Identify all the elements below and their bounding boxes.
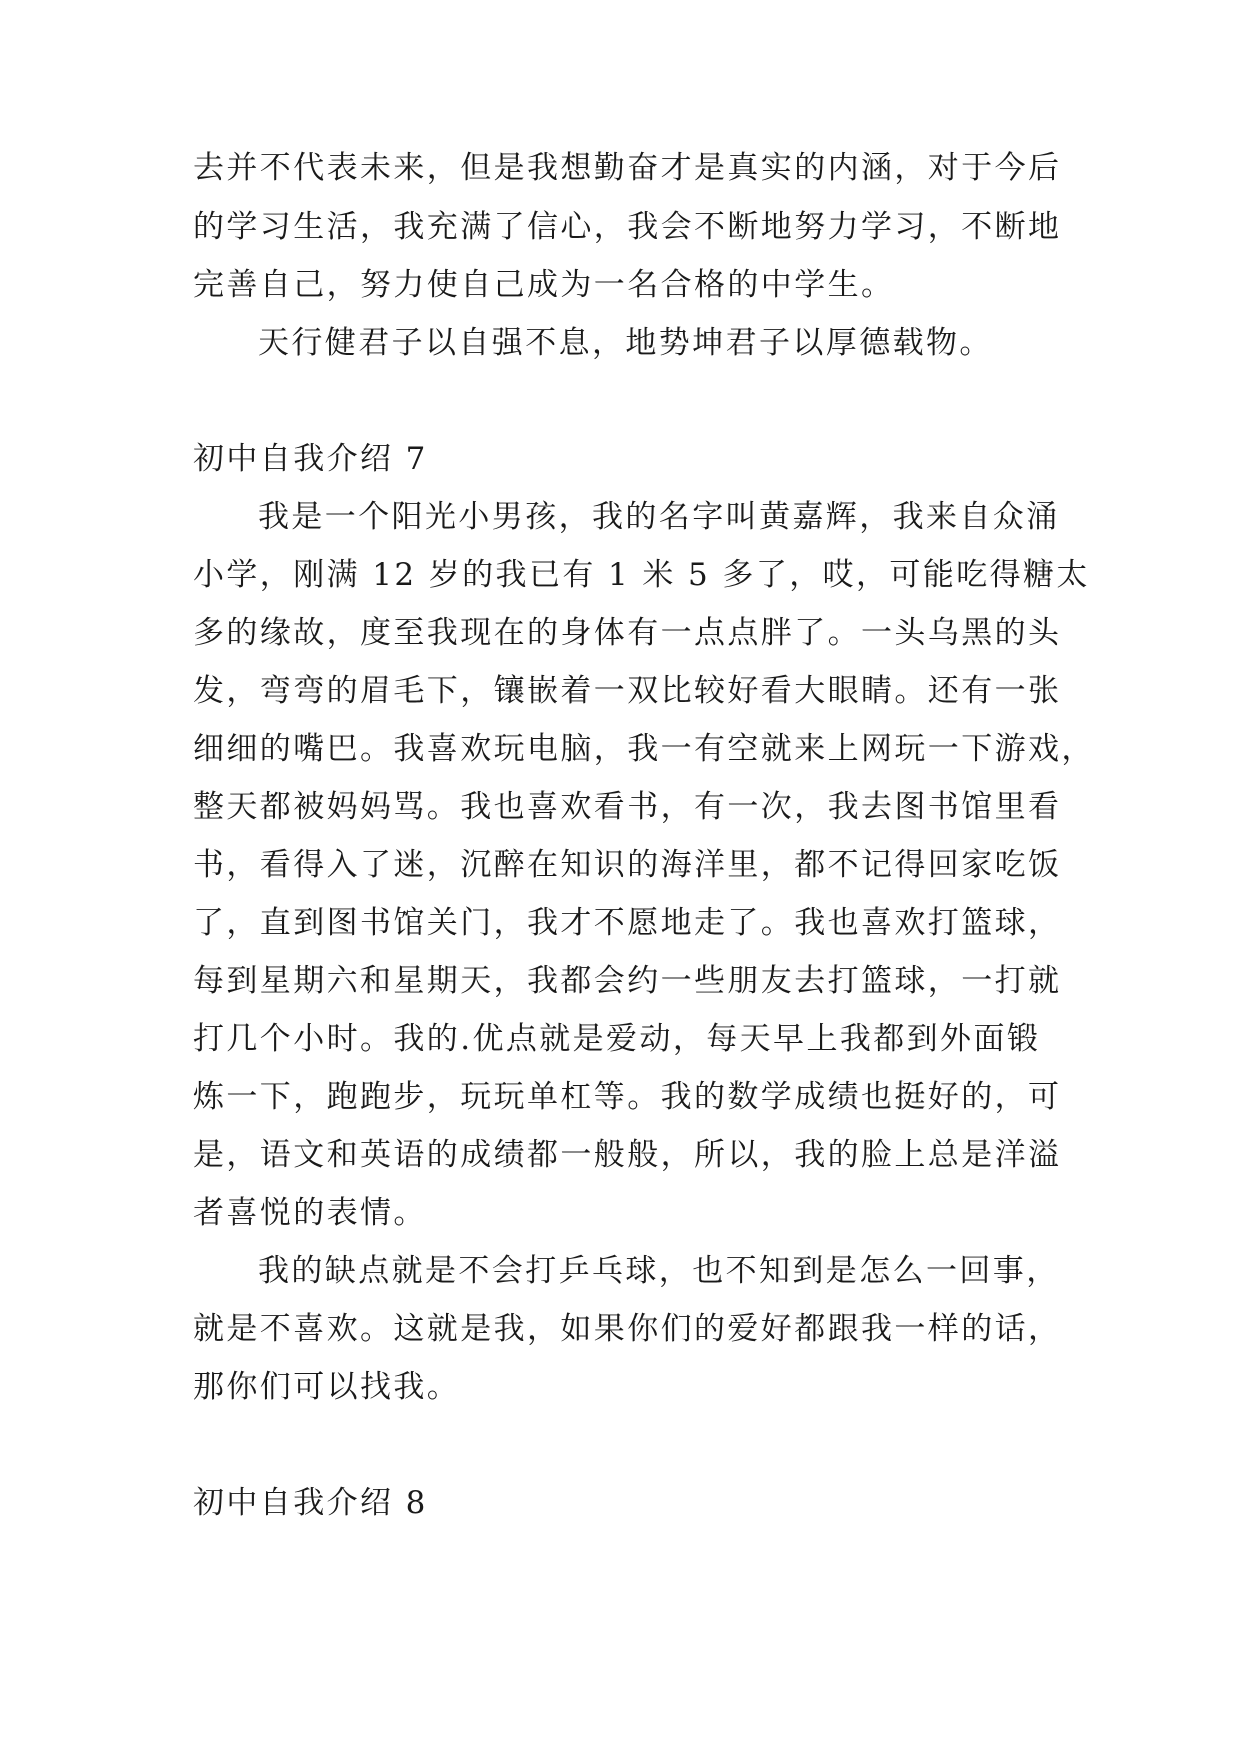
paragraph-line: 者喜悦的表情。 [193, 1195, 427, 1231]
section-heading: 初中自我介绍 7 [193, 441, 428, 477]
paragraph-line: 我是一个阳光小男孩，我的名字叫黄嘉辉，我来自众涌 [258, 499, 1060, 535]
section-heading: 初中自我介绍 8 [193, 1485, 428, 1521]
paragraph-line: 细细的嘴巴。我喜欢玩电脑，我一有空就来上网玩一下游戏， [193, 731, 1095, 767]
paragraph-line: 的学习生活，我充满了信心，我会不断地努力学习，不断地 [193, 209, 1062, 245]
paragraph-line: 了，直到图书馆关门，我才不愿地走了。我也喜欢打篮球， [193, 905, 1062, 941]
paragraph-line: 完善自己，努力使自己成为一名合格的中学生。 [193, 267, 895, 303]
paragraph-line: 那你们可以找我。 [193, 1369, 461, 1405]
paragraph-line: 整天都被妈妈骂。我也喜欢看书，有一次，我去图书馆里看 [193, 789, 1062, 825]
paragraph-line: 炼一下，跑跑步，玩玩单杠等。我的数学成绩也挺好的，可 [193, 1079, 1062, 1115]
paragraph-line: 每到星期六和星期天，我都会约一些朋友去打篮球，一打就 [193, 963, 1062, 999]
paragraph-line: 发，弯弯的眉毛下，镶嵌着一双比较好看大眼睛。还有一张 [193, 673, 1062, 709]
paragraph-line: 就是不喜欢。这就是我，如果你们的爱好都跟我一样的话， [193, 1311, 1062, 1347]
paragraph-line: 我的缺点就是不会打乒乓球，也不知到是怎么一回事， [258, 1253, 1060, 1289]
paragraph-line: 打几个小时。我的.优点就是爱动，每天早上我都到外面锻 [193, 1021, 1041, 1057]
paragraph-line: 书，看得入了迷，沉醉在知识的海洋里，都不记得回家吃饭 [193, 847, 1062, 883]
paragraph-line: 小学，刚满 12 岁的我已有 1 米 5 多了，哎，可能吃得糖太 [193, 557, 1090, 593]
paragraph-line: 去并不代表未来，但是我想勤奋才是真实的内涵，对于今后 [193, 150, 1062, 186]
paragraph-line: 是，语文和英语的成绩都一般般，所以，我的脸上总是洋溢 [193, 1137, 1062, 1173]
paragraph-line: 天行健君子以自强不息，地势坤君子以厚德载物。 [258, 325, 993, 361]
paragraph-line: 多的缘故，度至我现在的身体有一点点胖了。一头乌黑的头 [193, 615, 1062, 651]
